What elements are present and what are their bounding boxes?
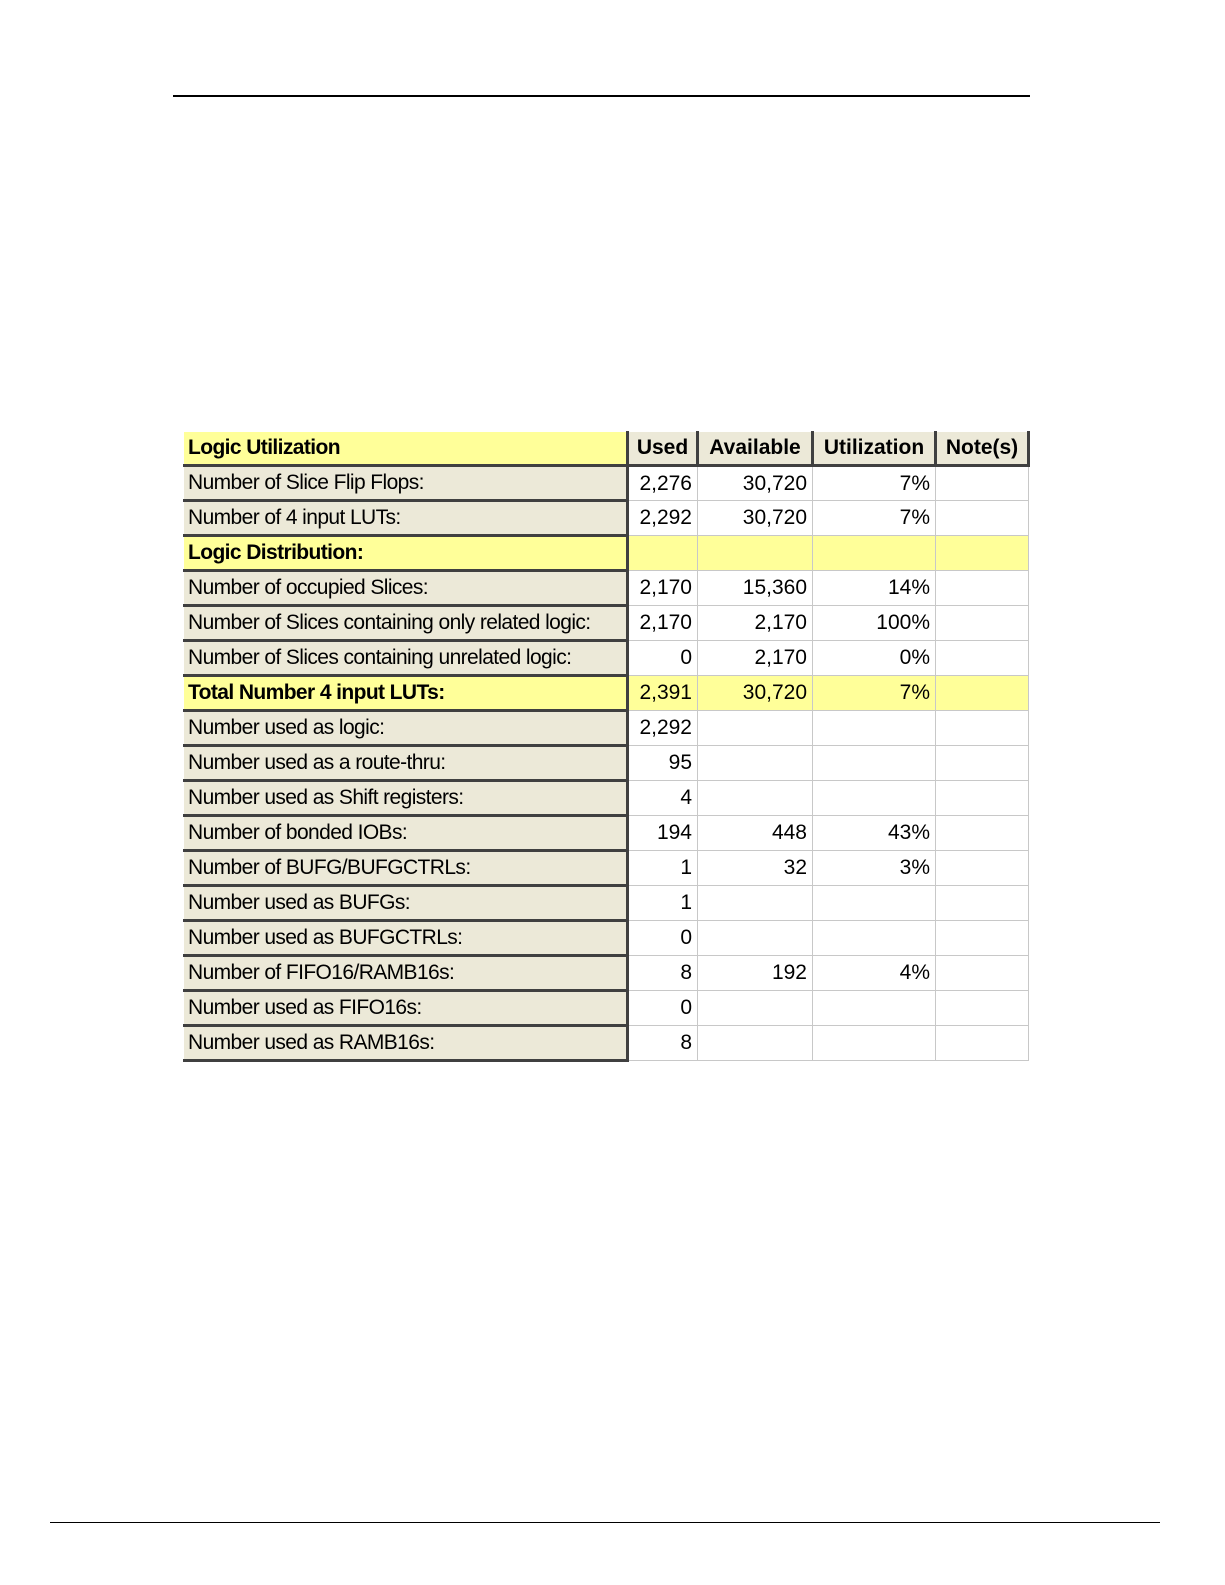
row-label: Total Number 4 input LUTs: [184, 676, 628, 711]
header-used: Used [628, 432, 698, 466]
table-row [184, 816, 1029, 851]
notes-cell [936, 606, 1029, 641]
row-label: Number used as BUFGCTRLs: [184, 921, 628, 956]
header-notes: Note(s) [936, 432, 1029, 466]
utilization-cell: 7% [813, 501, 936, 536]
used-cell: 2,391 [628, 676, 698, 711]
used-cell: 2,170 [628, 571, 698, 606]
notes-cell [936, 781, 1029, 816]
utilization-cell [813, 746, 936, 781]
row-label: Logic Distribution: [184, 536, 628, 571]
used-cell: 4 [628, 781, 698, 816]
top-horizontal-rule [173, 95, 1030, 97]
notes-cell [936, 816, 1029, 851]
row-label: Number of bonded IOBs: [184, 816, 628, 851]
notes-cell [936, 466, 1029, 501]
row-label: Number used as a route-thru: [184, 746, 628, 781]
table-row [184, 956, 1029, 991]
table-row [184, 571, 1029, 606]
notes-cell [936, 711, 1029, 746]
used-cell: 1 [628, 851, 698, 886]
table-row [184, 886, 1029, 921]
used-cell: 8 [628, 956, 698, 991]
notes-cell [936, 676, 1029, 711]
utilization-table-body [184, 432, 1029, 1061]
utilization-cell [813, 1026, 936, 1061]
notes-cell [936, 1026, 1029, 1061]
available-cell [698, 886, 813, 921]
available-cell [698, 991, 813, 1026]
table-row [184, 501, 1029, 536]
table-row [184, 676, 1029, 711]
table-row [184, 536, 1029, 571]
table-row [184, 466, 1029, 501]
notes-cell [936, 641, 1029, 676]
available-cell [698, 746, 813, 781]
table-header-row [184, 432, 1029, 466]
header-logic-utilization: Logic Utilization [184, 432, 628, 466]
used-cell [628, 536, 698, 571]
row-label: Number of FIFO16/RAMB16s: [184, 956, 628, 991]
notes-cell [936, 746, 1029, 781]
utilization-cell [813, 921, 936, 956]
used-cell: 194 [628, 816, 698, 851]
table-row [184, 781, 1029, 816]
row-label: Number used as logic: [184, 711, 628, 746]
utilization-cell [813, 886, 936, 921]
available-cell: 2,170 [698, 641, 813, 676]
available-cell [698, 921, 813, 956]
utilization-table [183, 431, 1030, 1062]
table-row [184, 991, 1029, 1026]
row-label: Number of 4 input LUTs: [184, 501, 628, 536]
available-cell [698, 781, 813, 816]
used-cell: 2,276 [628, 466, 698, 501]
row-label: Number used as BUFGs: [184, 886, 628, 921]
table-row [184, 1026, 1029, 1061]
table-row [184, 641, 1029, 676]
used-cell: 0 [628, 921, 698, 956]
utilization-cell: 0% [813, 641, 936, 676]
notes-cell [936, 536, 1029, 571]
available-cell: 32 [698, 851, 813, 886]
notes-cell [936, 886, 1029, 921]
row-label: Number of occupied Slices: [184, 571, 628, 606]
row-label: Number of BUFG/BUFGCTRLs: [184, 851, 628, 886]
notes-cell [936, 956, 1029, 991]
notes-cell [936, 921, 1029, 956]
table-row [184, 921, 1029, 956]
row-label: Number used as Shift registers: [184, 781, 628, 816]
utilization-cell: 4% [813, 956, 936, 991]
utilization-cell [813, 711, 936, 746]
utilization-cell: 100% [813, 606, 936, 641]
table-row [184, 711, 1029, 746]
utilization-cell: 14% [813, 571, 936, 606]
available-cell: 448 [698, 816, 813, 851]
available-cell: 30,720 [698, 501, 813, 536]
used-cell: 2,292 [628, 711, 698, 746]
bottom-horizontal-rule [50, 1522, 1160, 1523]
notes-cell [936, 501, 1029, 536]
available-cell: 192 [698, 956, 813, 991]
table-row [184, 606, 1029, 641]
table-row [184, 851, 1029, 886]
available-cell: 30,720 [698, 466, 813, 501]
used-cell: 95 [628, 746, 698, 781]
header-available: Available [698, 432, 813, 466]
used-cell: 8 [628, 1026, 698, 1061]
row-label: Number of Slices containing unrelated logic: [184, 641, 628, 676]
device-utilization-summary [183, 431, 1030, 1062]
notes-cell [936, 851, 1029, 886]
available-cell [698, 536, 813, 571]
table-row [184, 746, 1029, 781]
utilization-cell: 3% [813, 851, 936, 886]
notes-cell [936, 571, 1029, 606]
used-cell: 2,292 [628, 501, 698, 536]
utilization-cell [813, 991, 936, 1026]
utilization-cell [813, 781, 936, 816]
row-label: Number used as RAMB16s: [184, 1026, 628, 1061]
available-cell [698, 711, 813, 746]
row-label: Number of Slice Flip Flops: [184, 466, 628, 501]
notes-cell [936, 991, 1029, 1026]
header-utilization: Utilization [813, 432, 936, 466]
used-cell: 0 [628, 641, 698, 676]
used-cell: 1 [628, 886, 698, 921]
utilization-cell: 7% [813, 676, 936, 711]
available-cell: 15,360 [698, 571, 813, 606]
available-cell [698, 1026, 813, 1061]
available-cell: 2,170 [698, 606, 813, 641]
utilization-cell [813, 536, 936, 571]
used-cell: 2,170 [628, 606, 698, 641]
available-cell: 30,720 [698, 676, 813, 711]
utilization-cell: 7% [813, 466, 936, 501]
used-cell: 0 [628, 991, 698, 1026]
utilization-cell: 43% [813, 816, 936, 851]
row-label: Number of Slices containing only related logic: [184, 606, 628, 641]
row-label: Number used as FIFO16s: [184, 991, 628, 1026]
